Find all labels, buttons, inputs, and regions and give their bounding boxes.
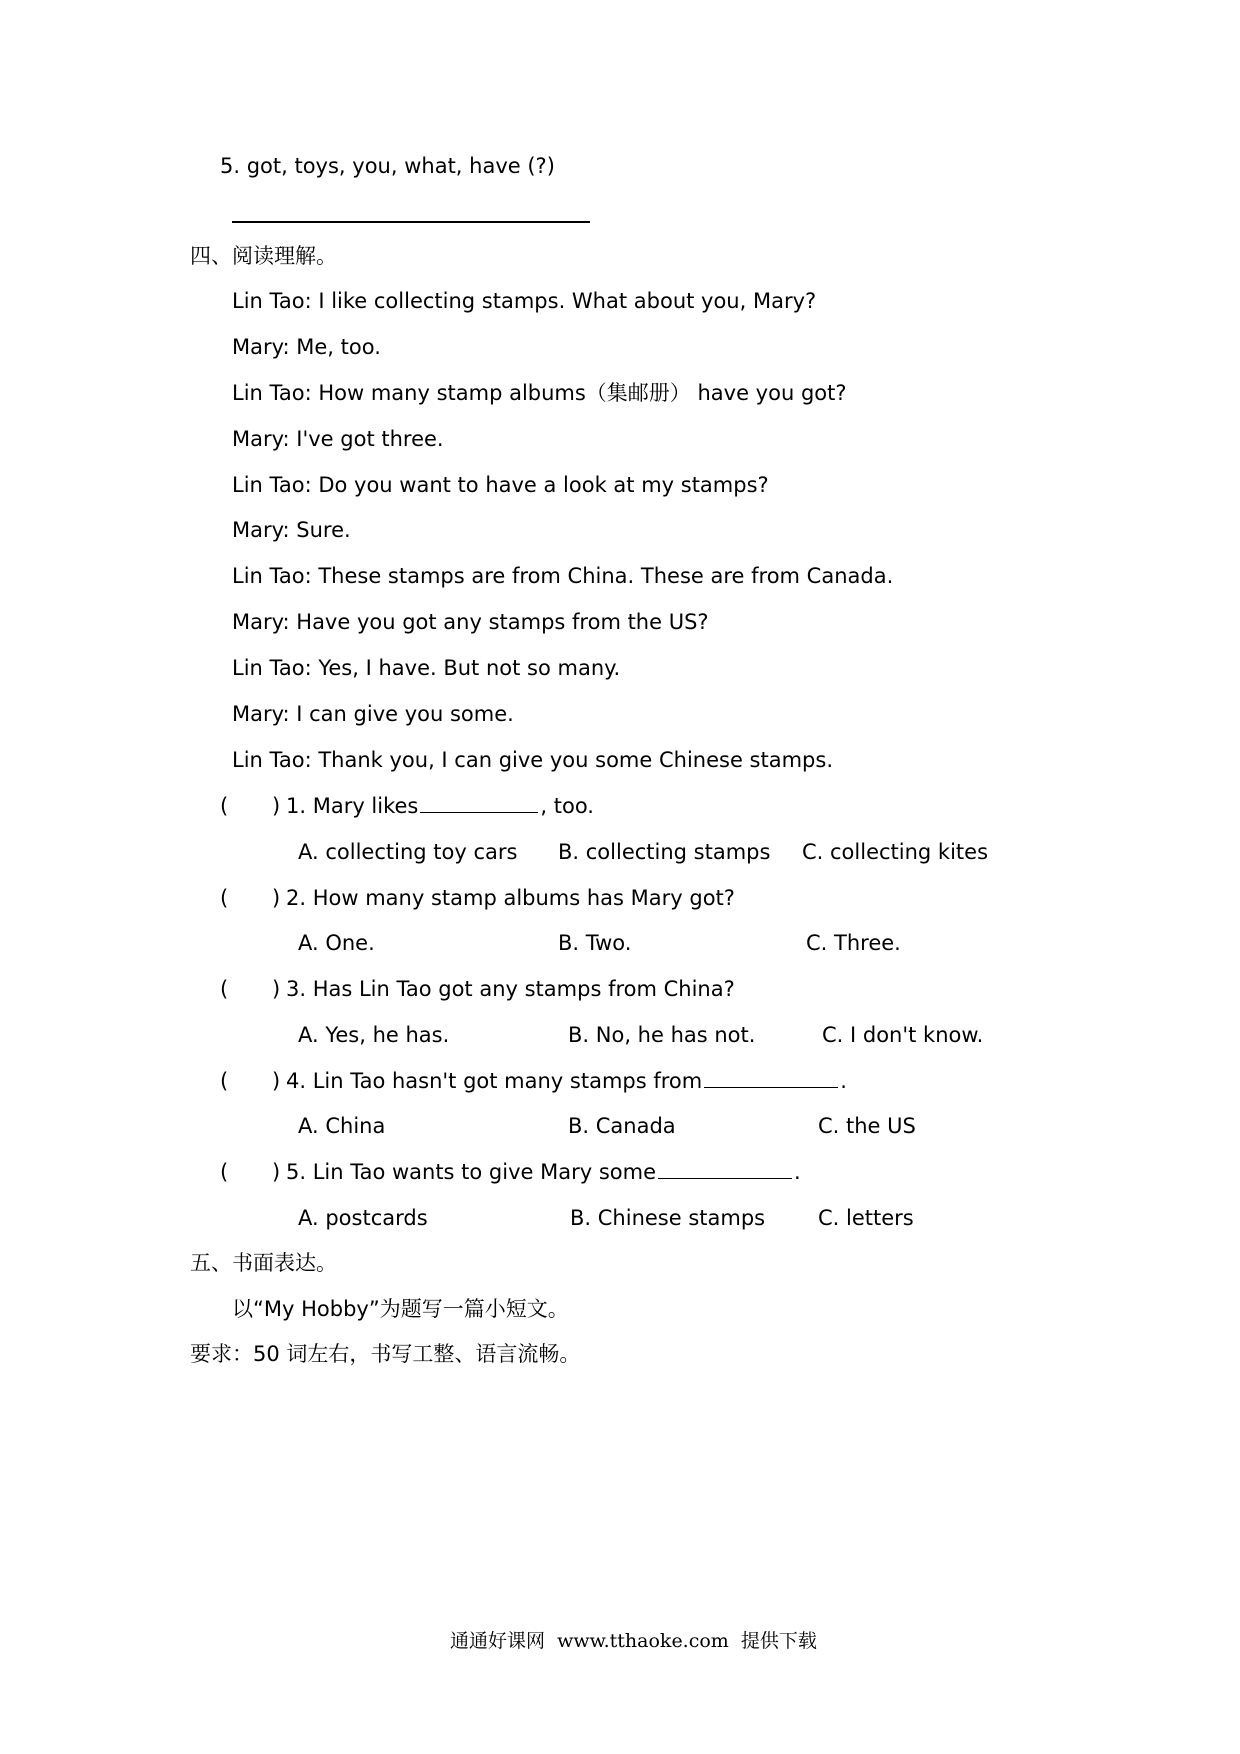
fill-blank[interactable] — [704, 1087, 838, 1088]
question-suffix: . — [794, 1160, 801, 1184]
writing-prompt: 以“My Hobby”为题写一篇小短文。 — [232, 1297, 569, 1321]
question-5-text: 5. got, toys, you, what, have (?) — [220, 154, 555, 178]
option-b[interactable]: B. Canada — [568, 1114, 676, 1138]
answer-paren-close: ) — [272, 1069, 281, 1093]
dialogue-line: Mary: Me, too. — [232, 335, 381, 359]
question-text: 1. Mary likes — [286, 794, 419, 818]
option-a[interactable]: A. postcards — [298, 1206, 428, 1230]
writing-requirement: 要求：50 词左右，书写工整、语言流畅。 — [190, 1342, 581, 1366]
question-5 — [286, 1162, 801, 1183]
dialogue-line: Mary: I've got three. — [232, 427, 444, 451]
option-b[interactable]: B. collecting stamps — [558, 840, 771, 864]
answer-paren-close: ) — [272, 794, 281, 818]
option-b[interactable]: B. Chinese stamps — [570, 1206, 766, 1230]
answer-paren-close: ) — [272, 1160, 281, 1184]
dialogue-line: Mary: Have you got any stamps from the US? — [232, 610, 709, 634]
option-c[interactable]: C. collecting kites — [802, 840, 989, 864]
page-footer: 通通好课网 www.tthaoke.com 提供下载 — [450, 1630, 817, 1652]
answer-paren-open[interactable]: ( — [220, 977, 229, 1001]
option-c[interactable]: C. letters — [818, 1206, 914, 1230]
fill-blank[interactable] — [420, 812, 538, 813]
option-a[interactable]: A. collecting toy cars — [298, 840, 518, 864]
option-c[interactable]: C. the US — [818, 1114, 916, 1138]
dialogue-line: Lin Tao: Yes, I have. But not so many. — [232, 656, 621, 680]
question-text: 5. Lin Tao wants to give Mary some — [286, 1160, 657, 1184]
option-b[interactable]: B. Two. — [558, 931, 632, 955]
answer-paren-close: ) — [272, 977, 281, 1001]
dialogue-line: Mary: Sure. — [232, 518, 351, 542]
question-4 — [286, 1071, 847, 1092]
option-c[interactable]: C. Three. — [806, 931, 901, 955]
question-2: 2. How many stamp albums has Mary got? — [286, 886, 735, 910]
answer-paren-open[interactable]: ( — [220, 794, 229, 818]
option-b[interactable]: B. No, he has not. — [568, 1023, 756, 1047]
question-suffix: . — [840, 1069, 847, 1093]
question-1 — [286, 796, 594, 817]
option-a[interactable]: A. China — [298, 1114, 386, 1138]
fill-blank[interactable] — [658, 1178, 792, 1179]
dialogue-line: Mary: I can give you some. — [232, 702, 514, 726]
dialogue-line: Lin Tao: Thank you, I can give you some Chinese stamps. — [232, 748, 834, 772]
option-a[interactable]: A. Yes, he has. — [298, 1023, 450, 1047]
question-text: 4. Lin Tao hasn't got many stamps from — [286, 1069, 703, 1093]
section-4-heading: 四、阅读理解。 — [190, 244, 337, 268]
dialogue-line: Lin Tao: How many stamp albums（集邮册） have you got? — [232, 381, 847, 405]
dialogue-line: Lin Tao: I like collecting stamps. What about you, Mary? — [232, 289, 817, 313]
answer-paren-close: ) — [272, 886, 281, 910]
dialogue-line: Lin Tao: These stamps are from China. These are from Canada. — [232, 564, 894, 588]
option-a[interactable]: A. One. — [298, 931, 375, 955]
dialogue-line: Lin Tao: Do you want to have a look at my stamps? — [232, 473, 769, 497]
answer-line[interactable] — [232, 221, 590, 223]
answer-paren-open[interactable]: ( — [220, 1160, 229, 1184]
section-5-heading: 五、书面表达。 — [190, 1251, 337, 1275]
answer-paren-open[interactable]: ( — [220, 1069, 229, 1093]
question-suffix: , too. — [540, 794, 594, 818]
option-c[interactable]: C. I don't know. — [822, 1023, 984, 1047]
answer-paren-open[interactable]: ( — [220, 886, 229, 910]
question-3: 3. Has Lin Tao got any stamps from China? — [286, 977, 735, 1001]
